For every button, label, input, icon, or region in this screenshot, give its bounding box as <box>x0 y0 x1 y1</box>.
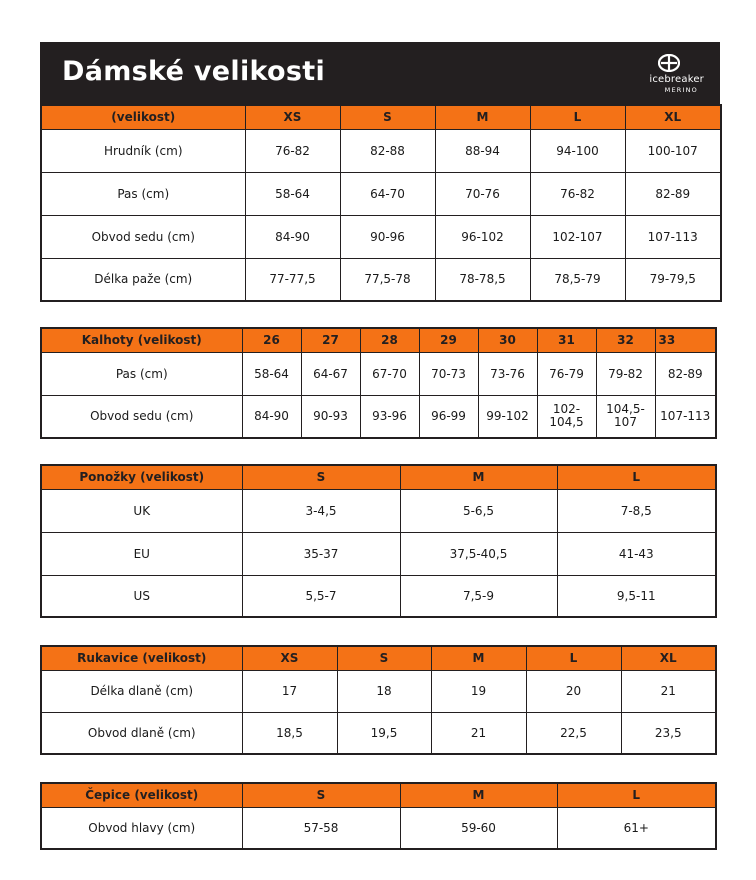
row-label: US <box>41 575 242 617</box>
table-cell: 84-90 <box>242 395 301 438</box>
table-header-row <box>41 465 716 489</box>
table-header-row <box>41 328 716 352</box>
table-cell: 76-82 <box>530 172 625 215</box>
row-label: Pas (cm) <box>41 352 242 395</box>
table-cell: 67-70 <box>360 352 419 395</box>
table-cell: 18,5 <box>242 712 337 754</box>
table-row <box>41 129 721 172</box>
table-cell: 70-76 <box>435 172 530 215</box>
page-title: Dámské velikosti <box>62 56 326 87</box>
table-cell: 58-64 <box>242 352 301 395</box>
brand-logo <box>624 54 704 98</box>
table-cell: 96-102 <box>435 215 530 258</box>
header-cell: 31 <box>537 328 596 352</box>
table-cell: 79-82 <box>596 352 655 395</box>
logo-sub: MERINO <box>664 86 698 94</box>
table-row <box>41 352 716 395</box>
table-cell: 82-88 <box>340 129 435 172</box>
header-cell: Rukavice (velikost) <box>41 646 242 670</box>
table-cell: 21 <box>621 670 716 712</box>
table-cell: 104,5-107 <box>596 395 655 438</box>
header-cell: 27 <box>301 328 360 352</box>
table-row <box>41 215 721 258</box>
header-cell: XS <box>242 646 337 670</box>
table-cell: 77-77,5 <box>245 258 340 301</box>
row-label: UK <box>41 489 242 532</box>
header-cell: Ponožky (velikost) <box>41 465 242 489</box>
table-cell: 82-89 <box>655 352 716 395</box>
table-cell: 37,5-40,5 <box>400 532 557 575</box>
main-size-table <box>40 104 722 302</box>
table-cell: 79-79,5 <box>625 258 721 301</box>
table-cell: 18 <box>337 670 431 712</box>
table-cell: 21 <box>431 712 526 754</box>
header-cell: S <box>242 465 400 489</box>
table-cell: 90-96 <box>340 215 435 258</box>
header-cell: M <box>400 783 557 807</box>
table-cell: 100-107 <box>625 129 721 172</box>
table-cell: 5,5-7 <box>242 575 400 617</box>
header-cell: Kalhoty (velikost) <box>41 328 242 352</box>
header-cell: XL <box>621 646 716 670</box>
row-label: Délka paže (cm) <box>41 258 245 301</box>
table-cell: 41-43 <box>557 532 716 575</box>
header-cell: 29 <box>419 328 478 352</box>
header-cell: L <box>530 105 625 129</box>
row-label: EU <box>41 532 242 575</box>
table-cell: 99-102 <box>478 395 537 438</box>
table-cell: 58-64 <box>245 172 340 215</box>
header-cell: M <box>435 105 530 129</box>
table-cell: 93-96 <box>360 395 419 438</box>
table-cell: 35-37 <box>242 532 400 575</box>
pants-size-table <box>40 327 717 439</box>
table-cell: 78-78,5 <box>435 258 530 301</box>
header-cell: S <box>337 646 431 670</box>
table-cell: 94-100 <box>530 129 625 172</box>
row-label: Délka dlaně (cm) <box>41 670 242 712</box>
table-row <box>41 670 716 712</box>
table-row <box>41 172 721 215</box>
table-cell: 57-58 <box>242 807 400 849</box>
table-cell: 70-73 <box>419 352 478 395</box>
row-label: Hrudník (cm) <box>41 129 245 172</box>
gloves-size-table <box>40 645 717 755</box>
header-cell: L <box>557 783 716 807</box>
table-cell: 9,5-11 <box>557 575 716 617</box>
table-cell: 78,5-79 <box>530 258 625 301</box>
table-cell: 7-8,5 <box>557 489 716 532</box>
table-cell: 88-94 <box>435 129 530 172</box>
row-label: Pas (cm) <box>41 172 245 215</box>
header-cell: L <box>557 465 716 489</box>
table-cell: 76-82 <box>245 129 340 172</box>
header-cell: (velikost) <box>41 105 245 129</box>
header-cell: 28 <box>360 328 419 352</box>
header-cell: L <box>526 646 621 670</box>
table-cell: 20 <box>526 670 621 712</box>
table-cell: 90-93 <box>301 395 360 438</box>
header-cell: 26 <box>242 328 301 352</box>
table-row <box>41 395 716 438</box>
header-cell: S <box>242 783 400 807</box>
table-row <box>41 489 716 532</box>
table-cell: 107-113 <box>655 395 716 438</box>
table-cell: 102-104,5 <box>537 395 596 438</box>
table-cell: 96-99 <box>419 395 478 438</box>
table-cell: 19,5 <box>337 712 431 754</box>
header-cell: M <box>400 465 557 489</box>
table-cell: 17 <box>242 670 337 712</box>
header-cell: XL <box>625 105 721 129</box>
table-cell: 102-107 <box>530 215 625 258</box>
icebreaker-logo-icon <box>658 54 680 72</box>
table-header-row <box>41 105 721 129</box>
table-cell: 5-6,5 <box>400 489 557 532</box>
header-banner <box>40 42 720 104</box>
table-row <box>41 258 721 301</box>
table-header-row <box>41 783 716 807</box>
table-cell: 82-89 <box>625 172 721 215</box>
socks-size-table <box>40 464 717 618</box>
hats-size-table <box>40 782 717 850</box>
table-row <box>41 575 716 617</box>
table-cell: 19 <box>431 670 526 712</box>
table-cell: 73-76 <box>478 352 537 395</box>
logo-brand: icebreaker <box>649 74 704 85</box>
table-cell: 76-79 <box>537 352 596 395</box>
row-label: Obvod dlaně (cm) <box>41 712 242 754</box>
table-cell: 77,5-78 <box>340 258 435 301</box>
table-cell: 107-113 <box>625 215 721 258</box>
row-label: Obvod sedu (cm) <box>41 215 245 258</box>
table-cell: 23,5 <box>621 712 716 754</box>
table-cell: 3-4,5 <box>242 489 400 532</box>
header-cell: 33 <box>655 328 716 352</box>
header-cell: S <box>340 105 435 129</box>
table-cell: 64-70 <box>340 172 435 215</box>
table-row <box>41 532 716 575</box>
header-cell: XS <box>245 105 340 129</box>
table-cell: 59-60 <box>400 807 557 849</box>
table-cell: 22,5 <box>526 712 621 754</box>
row-label: Obvod sedu (cm) <box>41 395 242 438</box>
table-cell: 84-90 <box>245 215 340 258</box>
header-cell: Čepice (velikost) <box>41 783 242 807</box>
row-label: Obvod hlavy (cm) <box>41 807 242 849</box>
header-cell: 32 <box>596 328 655 352</box>
table-row <box>41 712 716 754</box>
table-cell: 7,5-9 <box>400 575 557 617</box>
header-cell: 30 <box>478 328 537 352</box>
table-row <box>41 807 716 849</box>
table-cell: 61+ <box>557 807 716 849</box>
header-cell: M <box>431 646 526 670</box>
table-cell: 64-67 <box>301 352 360 395</box>
table-header-row <box>41 646 716 670</box>
